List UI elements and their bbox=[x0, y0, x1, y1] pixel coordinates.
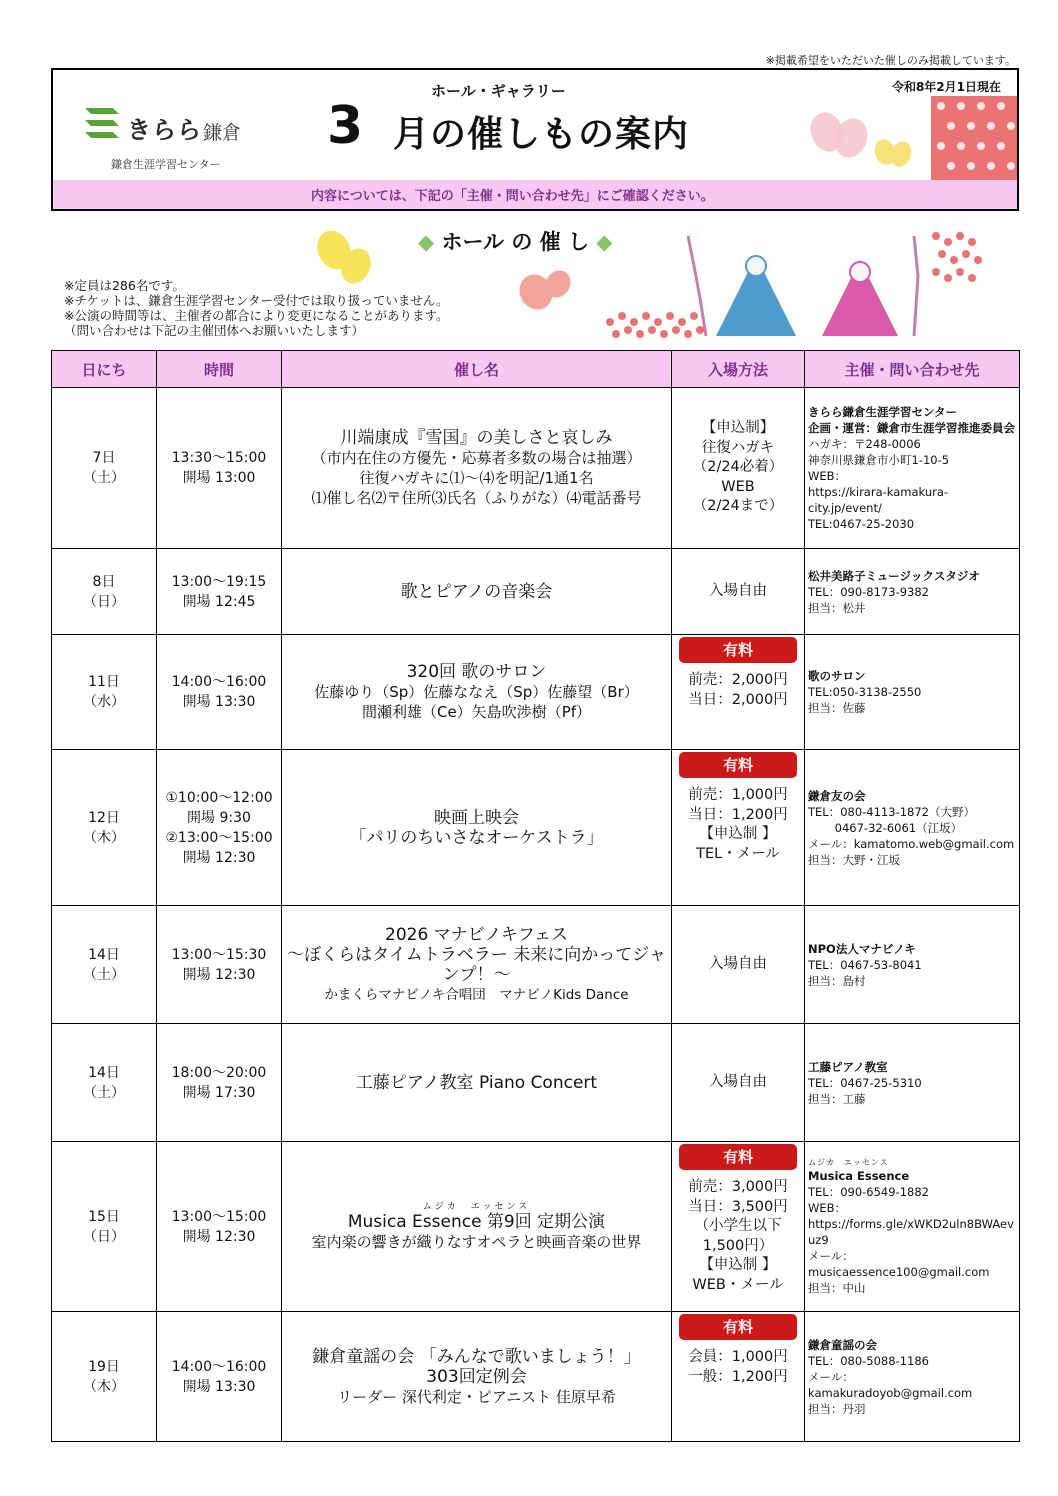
entry-line: 入場自由 bbox=[709, 955, 767, 972]
entry-line: 入場自由 bbox=[709, 1073, 767, 1090]
table-row bbox=[52, 1312, 1020, 1442]
org-ruby: ムジカ エッセンス bbox=[808, 1157, 889, 1167]
entry-line: 一般：1,200円 bbox=[688, 1368, 788, 1385]
event-detail: 「パリのちいさなオーケストラ」 bbox=[349, 827, 604, 848]
time-line: 14:00～16:00 bbox=[171, 674, 267, 690]
org-line: メール： bbox=[808, 1248, 854, 1263]
entry-line: 1,500円） bbox=[702, 1237, 774, 1254]
org-url-link[interactable]: https://kirara-kamakura-city.jp/event/ bbox=[808, 485, 949, 515]
org-email-link[interactable]: メール：kamakuradoyob@gmail.com bbox=[808, 1369, 973, 1400]
event-org bbox=[805, 388, 1020, 549]
entry-line: 【申込制 】 bbox=[699, 1257, 777, 1273]
month-number: 3 bbox=[327, 96, 364, 156]
entry-line: 【申込制】 bbox=[701, 420, 775, 437]
entry-line: 前売：3,000円 bbox=[688, 1179, 788, 1195]
time-line: 開場 13:30 bbox=[182, 694, 256, 710]
org-name: Musica Essence bbox=[808, 1168, 910, 1183]
entry-line: 会員：1,000円 bbox=[688, 1349, 788, 1365]
org-line: TEL:050-3138-2550 bbox=[808, 685, 922, 699]
day-text: （土） bbox=[83, 966, 125, 983]
time-line: 18:00～20:00 bbox=[171, 1064, 267, 1081]
org-name: 歌のサロン bbox=[808, 669, 866, 683]
event-detail: ⑴催し名⑵〒住所⑶氏名（ふりがな）⑷電話番号 bbox=[311, 489, 642, 507]
date-text: 7日 bbox=[92, 450, 116, 466]
org-line: 0467-32-6061（江坂） bbox=[808, 820, 963, 835]
note-line: ※定員は286名です。 bbox=[64, 278, 185, 293]
org-line: 担当：佐藤 bbox=[808, 701, 866, 715]
event-entry bbox=[672, 1142, 805, 1312]
table-row bbox=[52, 635, 1020, 750]
time-line: 13:00～15:30 bbox=[171, 946, 267, 963]
table-row bbox=[52, 750, 1020, 906]
logo-subtitle: 鎌倉生涯学習センター bbox=[111, 158, 221, 171]
org-line: 担当：丹羽 bbox=[808, 1401, 866, 1416]
org-line: TEL：090-8173-9382 bbox=[808, 584, 929, 599]
org-line: WEB： bbox=[808, 1200, 847, 1215]
paid-badge: 有料 bbox=[679, 1314, 797, 1340]
paid-badge: 有料 bbox=[679, 752, 797, 778]
paid-badge: 有料 bbox=[679, 1144, 797, 1170]
event-entry bbox=[672, 388, 805, 549]
logo bbox=[83, 104, 283, 174]
event-detail: 室内楽の響きが織りなすオペラと映画音楽の世界 bbox=[311, 1232, 642, 1251]
date-text: 12日 bbox=[88, 809, 120, 826]
as-of-date: 令和8年2月1日現在 bbox=[891, 80, 1001, 94]
time-line: 開場 12:45 bbox=[182, 593, 256, 610]
org-name: きらら鎌倉生涯学習センター bbox=[808, 405, 958, 419]
event-detail: 往復ハガキに⑴～⑷を明記/1通1名 bbox=[359, 469, 594, 487]
org-name: 工藤ピアノ教室 bbox=[808, 1059, 888, 1074]
org-name: 松井美路子ミュージックスタジオ bbox=[808, 568, 980, 583]
org-line: 担当：工藤 bbox=[808, 1091, 866, 1106]
event-org bbox=[805, 906, 1020, 1024]
contact-banner-text: 内容については、下記の「主催・問い合わせ先」にご確認ください。 bbox=[311, 189, 714, 204]
event-name bbox=[282, 549, 672, 635]
event-date bbox=[52, 549, 157, 635]
day-text: （土） bbox=[83, 470, 125, 486]
day-text: （日） bbox=[83, 1228, 125, 1245]
events-table bbox=[51, 350, 1020, 1442]
org-line: WEB： bbox=[808, 469, 847, 483]
event-entry bbox=[672, 750, 805, 906]
event-date bbox=[52, 1312, 157, 1442]
time-line: 開場 13:30 bbox=[182, 1378, 256, 1395]
col-time-header: 時間 bbox=[157, 351, 282, 388]
event-entry bbox=[672, 635, 805, 750]
event-date bbox=[52, 635, 157, 750]
org-line: 担当：松井 bbox=[808, 600, 866, 615]
top-note: ※掲載希望をいただいた催しのみ掲載しています。 bbox=[765, 54, 1016, 67]
event-org bbox=[805, 1024, 1020, 1142]
org-name: 鎌倉友の会 bbox=[808, 788, 866, 803]
event-date bbox=[52, 1024, 157, 1142]
event-name bbox=[282, 635, 672, 750]
event-time bbox=[157, 750, 282, 906]
event-detail: かまくらマナビノキ合唱団 マナビノKids Dance bbox=[324, 986, 629, 1003]
time-line: 開場 12:30 bbox=[182, 966, 256, 983]
day-text: （木） bbox=[83, 829, 125, 846]
page-title: 月の催しもの案内 bbox=[393, 114, 690, 155]
event-detail: 303回定例会 bbox=[426, 1366, 527, 1387]
event-date bbox=[52, 750, 157, 906]
org-email-link[interactable]: musicaessence100@gmail.com bbox=[808, 1264, 990, 1279]
entry-line: 当日：1,200円 bbox=[688, 806, 788, 823]
org-line: 神奈川県鎌倉市小町1-10-5 bbox=[808, 453, 950, 467]
hina-dolls-icon bbox=[596, 226, 996, 346]
event-name bbox=[282, 750, 672, 906]
org-line: 担当：島村 bbox=[808, 973, 866, 988]
event-title: 320回 歌のサロン bbox=[406, 662, 547, 682]
event-org bbox=[805, 1312, 1020, 1442]
diamond-left-icon: ◆ bbox=[418, 230, 435, 254]
event-entry bbox=[672, 906, 805, 1024]
entry-line: 入場自由 bbox=[709, 582, 767, 599]
event-title: 川端康成『雪国』の美しさと哀しみ bbox=[340, 428, 613, 448]
org-name: NPO法人マナビノキ bbox=[808, 941, 916, 956]
entry-line: （2/24まで） bbox=[692, 498, 784, 515]
org-url-link[interactable]: https://forms.gle/xWKD2uln8BWAevuz9 bbox=[808, 1216, 1014, 1247]
note-line: ※チケットは、鎌倉生涯学習センター受付では取り扱っていません。 bbox=[64, 293, 449, 308]
event-detail: ～ぼくらはタイムトラベラー 未来に向かってジャンプ！～ bbox=[287, 944, 666, 985]
event-detail: 間瀬利雄（Ce）矢島吹渉樹（Pf） bbox=[361, 703, 592, 721]
entry-line: 往復ハガキ bbox=[701, 439, 775, 456]
entry-line: 当日：3,500円 bbox=[688, 1198, 788, 1215]
logo-name: きらら bbox=[127, 116, 202, 144]
time-line: 13:00～15:00 bbox=[171, 1208, 267, 1225]
event-time bbox=[157, 1024, 282, 1142]
time-line: 開場 12:30 bbox=[182, 849, 256, 866]
date-text: 15日 bbox=[88, 1208, 120, 1225]
org-line: 企画・運営：鎌倉市生涯学習推進委員会 bbox=[808, 421, 1015, 435]
day-text: （日） bbox=[83, 593, 125, 610]
event-title: 工藤ピアノ教室 Piano Concert bbox=[355, 1072, 598, 1093]
event-time bbox=[157, 1312, 282, 1442]
org-email-link[interactable]: メール：kamatomo.web@gmail.com bbox=[808, 836, 1015, 851]
time-line: 開場 12:30 bbox=[182, 1228, 256, 1245]
table-row bbox=[52, 549, 1020, 635]
org-line: TEL：090-6549-1882 bbox=[808, 1184, 929, 1199]
note-line: （問い合わせは下記の主催団体へお願いいたします） bbox=[64, 323, 365, 338]
event-name bbox=[282, 1142, 672, 1312]
entry-line: 当日：2,000円 bbox=[688, 691, 788, 708]
day-text: （土） bbox=[83, 1084, 125, 1101]
time-line: ①10:00～12:00 bbox=[165, 789, 273, 806]
day-text: （木） bbox=[83, 1378, 125, 1395]
date-text: 14日 bbox=[88, 1064, 120, 1081]
event-entry bbox=[672, 549, 805, 635]
hall-section-title bbox=[418, 226, 612, 256]
event-title: 2026 マナビノキフェス bbox=[385, 924, 568, 945]
time-line: 13:00～19:15 bbox=[171, 573, 267, 590]
time-line: 開場 17:30 bbox=[182, 1084, 256, 1101]
table-header-row bbox=[52, 351, 1020, 388]
event-entry bbox=[672, 1312, 805, 1442]
event-title: 歌とピアノの音楽会 bbox=[400, 581, 553, 602]
entry-line: WEB・メール bbox=[692, 1276, 784, 1293]
diamond-right-icon: ◆ bbox=[596, 230, 613, 254]
pattern-icon bbox=[931, 96, 1017, 180]
event-time bbox=[157, 906, 282, 1024]
event-time bbox=[157, 388, 282, 549]
event-date bbox=[52, 906, 157, 1024]
logo-city: 鎌倉 bbox=[203, 122, 242, 144]
date-text: 8日 bbox=[92, 573, 116, 590]
event-time bbox=[157, 549, 282, 635]
event-org bbox=[805, 549, 1020, 635]
time-line: 開場 9:30 bbox=[187, 809, 251, 826]
event-detail: （市内在住の方優先・応募者多数の場合は抽選） bbox=[311, 449, 642, 467]
org-name: 鎌倉童謡の会 bbox=[808, 1337, 877, 1352]
event-time bbox=[157, 635, 282, 750]
event-org bbox=[805, 635, 1020, 750]
col-date-header: 日にち bbox=[52, 351, 157, 388]
event-name bbox=[282, 1312, 672, 1442]
entry-line: 【申込制 】 bbox=[699, 826, 777, 842]
header-box bbox=[51, 68, 1019, 211]
event-name bbox=[282, 906, 672, 1024]
entry-line: 前売：1,000円 bbox=[688, 787, 788, 803]
kirara-logo-icon bbox=[83, 104, 121, 144]
header-subtitle: ホール・ギャラリー bbox=[431, 82, 566, 100]
org-line: TEL：080-4113-1872（大野） bbox=[808, 804, 975, 819]
event-org bbox=[805, 1142, 1020, 1312]
event-org bbox=[805, 750, 1020, 906]
entry-line: WEB bbox=[721, 478, 755, 495]
entry-line: （2/24必着） bbox=[692, 459, 784, 476]
pink-butterfly-icon bbox=[518, 264, 578, 314]
col-org-header: 主催・問い合わせ先 bbox=[805, 351, 1020, 388]
date-text: 14日 bbox=[88, 946, 120, 963]
table-row bbox=[52, 1142, 1020, 1312]
title-ruby: ムジカ エッセンス bbox=[422, 1201, 531, 1212]
event-title: 鎌倉童謡の会 「みんなで歌いましょう！」 bbox=[312, 1346, 641, 1367]
event-title: Musica Essence 第9回 定期公演 bbox=[347, 1211, 606, 1232]
event-date bbox=[52, 388, 157, 549]
event-name bbox=[282, 1024, 672, 1142]
contact-banner bbox=[53, 180, 1017, 209]
time-line: 開場 13:00 bbox=[182, 470, 256, 486]
table-row bbox=[52, 388, 1020, 549]
date-text: 19日 bbox=[88, 1358, 120, 1375]
event-detail: 佐藤ゆり（Sp）佐藤ななえ（Sp）佐藤望（Br） bbox=[314, 683, 639, 701]
entry-line: 前売：2,000円 bbox=[688, 672, 788, 688]
time-line: ②13:00～15:00 bbox=[165, 829, 273, 846]
notes bbox=[64, 278, 449, 338]
event-title: 映画上映会 bbox=[434, 807, 519, 828]
time-line: 14:00～16:00 bbox=[171, 1358, 267, 1375]
time-line: 13:30～15:00 bbox=[171, 450, 267, 466]
paid-badge: 有料 bbox=[679, 637, 797, 663]
event-entry bbox=[672, 1024, 805, 1142]
date-text: 11日 bbox=[88, 674, 120, 690]
org-line: ハガキ：〒248-0006 bbox=[808, 437, 921, 451]
col-event-header: 催し名 bbox=[282, 351, 672, 388]
day-text: （水） bbox=[83, 694, 125, 710]
note-line: ※公演の時間等は、主催者の都合により変更になることがあります。 bbox=[64, 308, 449, 323]
org-line: TEL：0467-25-5310 bbox=[808, 1075, 922, 1090]
org-line: 担当：大野・江坂 bbox=[808, 852, 900, 867]
event-name bbox=[282, 388, 672, 549]
entry-line: （小学生以下 bbox=[694, 1218, 782, 1234]
hall-section-label: ホール の 催 し bbox=[441, 230, 589, 254]
org-line: TEL：0467-53-8041 bbox=[808, 957, 922, 972]
event-time bbox=[157, 1142, 282, 1312]
col-entry-header: 入場方法 bbox=[672, 351, 805, 388]
entry-line: TEL・メール bbox=[696, 845, 780, 862]
table-row bbox=[52, 906, 1020, 1024]
event-detail: リーダー 深代利定・ピアニスト 佳原早希 bbox=[337, 1387, 616, 1406]
org-line: 担当：中山 bbox=[808, 1280, 866, 1295]
event-date bbox=[52, 1142, 157, 1312]
org-line: TEL：080-5088-1186 bbox=[808, 1353, 929, 1368]
butterflies-icon bbox=[805, 108, 915, 178]
table-row bbox=[52, 1024, 1020, 1142]
org-line: TEL:0467-25-2030 bbox=[808, 517, 915, 531]
